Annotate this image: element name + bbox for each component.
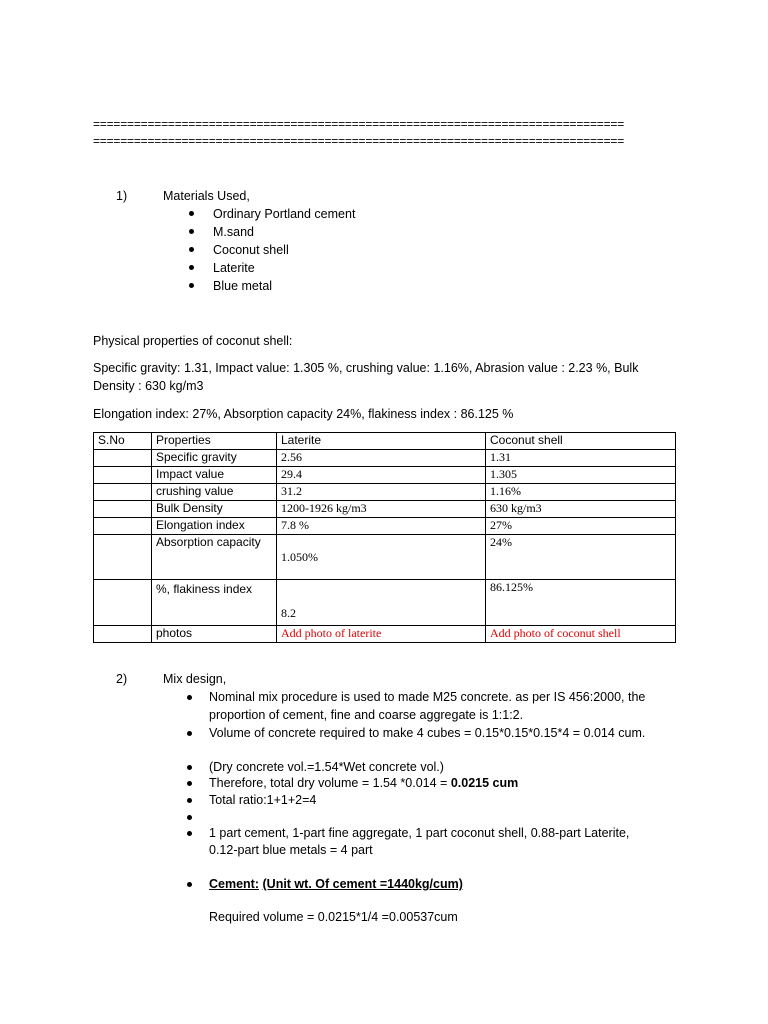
bullet-icon [187,765,192,770]
cement-label: Cement: [209,877,260,891]
dry-volume-value: 0.0215 cum [450,776,519,790]
bullet-icon [189,211,194,216]
table-row [94,467,676,484]
bullet-icon [187,831,192,836]
list-item: Ordinary Portland cement [213,207,356,221]
coconut-cell: 27% [486,518,676,535]
table-header-row [94,433,676,450]
property-cell: Impact value [152,467,277,484]
coconut-cell: 1.31 [486,450,676,467]
physical-heading: Physical properties of coconut shell: [93,334,293,348]
table-row [94,626,676,643]
dry-volume-text: Therefore, total dry volume = 1.54 *0.014 = [209,776,451,790]
laterite-cell: 7.8 % [277,518,486,535]
separator-line: ============================================================================== [93,117,625,131]
coconut-cell: 1.16% [486,484,676,501]
section-title: Materials Used, [163,189,250,203]
table-row [94,518,676,535]
bullet-icon [187,695,192,700]
bullet-icon [189,229,194,234]
sno-cell [94,450,152,467]
list-item [209,876,463,892]
table-row [94,580,676,626]
bullet-icon [189,265,194,270]
property-cell: %, flakiness index [152,580,277,626]
sno-cell [94,535,152,580]
bullet-icon [187,882,192,887]
properties-table [93,432,676,643]
section-title: Mix design, [163,672,227,686]
list-item: Coconut shell [213,243,289,257]
property-cell: photos [152,626,277,643]
laterite-cell: 29.4 [277,467,486,484]
property-cell: Absorption capacity [152,535,277,580]
section-number: 2) [116,672,128,686]
list-item: Volume of concrete required to make 4 cubes = 0.15*0.15*0.15*4 = 0.014 cum. [209,726,646,740]
list-item: Laterite [213,261,255,275]
bullet-icon [187,781,192,786]
coconut-cell: 24% [486,535,676,580]
sno-cell [94,626,152,643]
required-volume: Required volume = 0.0215*1/4 =0.00537cum [209,910,458,924]
sno-cell [94,484,152,501]
coconut-cell: 1.305 [486,467,676,484]
list-item: Blue metal [213,279,273,293]
bullet-icon [189,283,194,288]
laterite-cell: 1.050% [277,535,486,580]
coconut-cell: 86.125% [486,580,676,626]
property-cell: Specific gravity [152,450,277,467]
table-row [94,450,676,467]
coconut-photo-placeholder: Add photo of coconut shell [486,626,676,643]
property-cell: Bulk Density [152,501,277,518]
list-item: 1 part cement, 1-part fine aggregate, 1 part coconut shell, 0.88-part Laterite, [209,826,630,840]
separator-line: ============================================================================== [93,134,625,148]
bullet-icon [187,731,192,736]
physical-line: Density : 630 kg/m3 [93,379,204,393]
list-item: 0.12-part blue metals = 4 part [209,843,373,857]
sno-cell [94,467,152,484]
laterite-photo-placeholder: Add photo of laterite [277,626,486,643]
header-cell: S.No [94,433,152,450]
list-item: proportion of cement, fine and coarse aggregate is 1:1:2. [209,708,524,722]
bullet-icon [187,815,192,820]
table-row [94,484,676,501]
physical-line: Specific gravity: 1.31, Impact value: 1.305 %, crushing value: 1.16%, Abrasion value : 2.23 %, Bulk [93,361,639,375]
bullet-icon [189,247,194,252]
bullet-icon [187,798,192,803]
list-item: Nominal mix procedure is used to made M25 concrete. as per IS 456:2000, the [209,690,646,704]
coconut-cell: 630 kg/m3 [486,501,676,518]
cement-unit-weight: (Unit wt. Of cement =1440kg/cum) [262,877,463,891]
list-item: (Dry concrete vol.=1.54*Wet concrete vol.) [209,760,444,774]
physical-line: Elongation index: 27%, Absorption capacity 24%, flakiness index : 86.125 % [93,407,514,421]
list-item: M.sand [213,225,254,239]
laterite-cell: 2.56 [277,450,486,467]
section-number: 1) [116,189,128,203]
laterite-cell: 1200-1926 kg/m3 [277,501,486,518]
laterite-cell: 31.2 [277,484,486,501]
sno-cell [94,580,152,626]
header-cell: Coconut shell [486,433,676,450]
table-row [94,535,676,580]
sno-cell [94,518,152,535]
table-row [94,501,676,518]
header-cell: Properties [152,433,277,450]
property-cell: Elongation index [152,518,277,535]
laterite-cell: 8.2 [277,580,486,626]
list-item: Total ratio:1+1+2=4 [209,793,317,807]
header-cell: Laterite [277,433,486,450]
list-item [209,775,518,791]
sno-cell [94,501,152,518]
property-cell: crushing value [152,484,277,501]
